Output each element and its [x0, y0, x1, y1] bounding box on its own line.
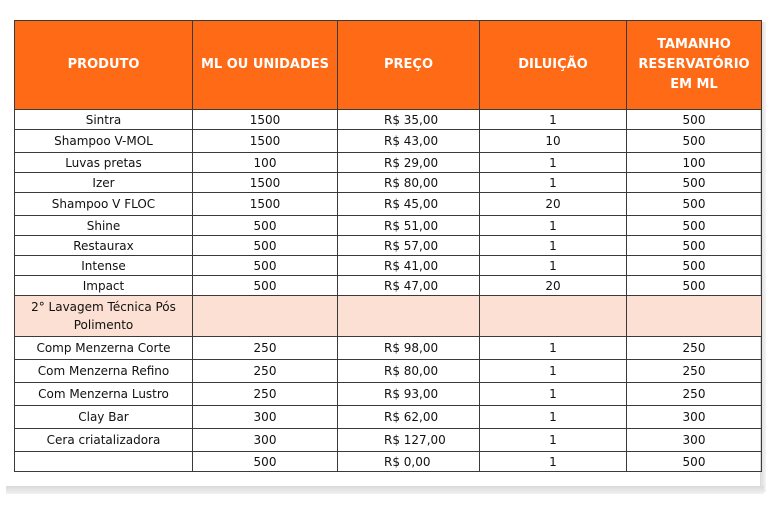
- cell-diluicao: 1: [480, 429, 627, 452]
- cell-reservatorio: 500: [627, 256, 762, 276]
- cell-diluicao: 1: [480, 406, 627, 429]
- header-ml-ou-unidades: ML OU UNIDADES: [193, 21, 338, 110]
- cell-preco: R$ 51,00: [338, 216, 480, 236]
- table-body: [15, 110, 762, 472]
- cell-reservatorio: 250: [627, 383, 762, 406]
- table-row: [15, 452, 762, 472]
- table-row: [15, 406, 762, 429]
- cell-preco: R$ 93,00: [338, 383, 480, 406]
- cell-reservatorio: 500: [627, 216, 762, 236]
- cell-reservatorio: 100: [627, 153, 762, 173]
- table-row: [15, 236, 762, 256]
- cell-produto: Izer: [15, 173, 193, 193]
- table-row: [15, 276, 762, 296]
- cell-ml: 500: [193, 256, 338, 276]
- cell-produto: Com Menzerna Refino: [15, 360, 193, 383]
- cell-preco: R$ 98,00: [338, 337, 480, 360]
- cell-reservatorio: 500: [627, 193, 762, 216]
- cell-preco: R$ 35,00: [338, 110, 480, 130]
- cell-ml: 300: [193, 429, 338, 452]
- section-row: [15, 296, 762, 337]
- cell-produto: Clay Bar: [15, 406, 193, 429]
- cell-diluicao: 1: [480, 452, 627, 472]
- cell-ml: 500: [193, 276, 338, 296]
- cell-preco: R$ 57,00: [338, 236, 480, 256]
- cell-ml: 500: [193, 216, 338, 236]
- table-row: [15, 153, 762, 173]
- cell-diluicao: 1: [480, 216, 627, 236]
- cell-ml: 250: [193, 360, 338, 383]
- cell-produto: Luvas pretas: [15, 153, 193, 173]
- cell-reservatorio: 500: [627, 236, 762, 256]
- cell-reservatorio: 300: [627, 429, 762, 452]
- cell-preco: R$ 80,00: [338, 360, 480, 383]
- product-table: [14, 20, 762, 472]
- cell-diluicao: 1: [480, 337, 627, 360]
- section-empty-cell: [627, 296, 762, 337]
- cell-reservatorio: 500: [627, 276, 762, 296]
- cell-preco: R$ 43,00: [338, 130, 480, 153]
- cell-reservatorio: 500: [627, 130, 762, 153]
- cell-produto: Impact: [15, 276, 193, 296]
- cell-preco: R$ 127,00: [338, 429, 480, 452]
- header-produto: PRODUTO: [15, 21, 193, 110]
- table-row: [15, 256, 762, 276]
- cell-ml: 1500: [193, 110, 338, 130]
- cell-ml: 250: [193, 337, 338, 360]
- cell-preco: R$ 47,00: [338, 276, 480, 296]
- cell-diluicao: 1: [480, 360, 627, 383]
- table-row: [15, 383, 762, 406]
- cell-produto: Com Menzerna Lustro: [15, 383, 193, 406]
- section-label: 2° Lavagem Técnica Pós Polimento: [15, 296, 193, 337]
- table-row: [15, 130, 762, 153]
- cell-ml: 300: [193, 406, 338, 429]
- cell-produto: Comp Menzerna Corte: [15, 337, 193, 360]
- cell-preco: R$ 80,00: [338, 173, 480, 193]
- cell-diluicao: 1: [480, 173, 627, 193]
- cell-diluicao: 20: [480, 193, 627, 216]
- cell-reservatorio: 500: [627, 110, 762, 130]
- cell-preco: R$ 0,00: [338, 452, 480, 472]
- cell-produto: Shine: [15, 216, 193, 236]
- cell-diluicao: 1: [480, 383, 627, 406]
- cell-preco: R$ 41,00: [338, 256, 480, 276]
- cell-produto: Shampoo V-MOL: [15, 130, 193, 153]
- cell-produto: Shampoo V FLOC: [15, 193, 193, 216]
- table-shadow-bottom: [6, 486, 764, 494]
- table-row: [15, 337, 762, 360]
- table-row: [15, 193, 762, 216]
- cell-produto: Restaurax: [15, 236, 193, 256]
- cell-diluicao: 20: [480, 276, 627, 296]
- cell-diluicao: 1: [480, 256, 627, 276]
- header-preco: PREÇO: [338, 21, 480, 110]
- cell-produto: [15, 452, 193, 472]
- section-empty-cell: [193, 296, 338, 337]
- cell-reservatorio: 500: [627, 452, 762, 472]
- cell-diluicao: 10: [480, 130, 627, 153]
- cell-ml: 1500: [193, 193, 338, 216]
- header-row: [15, 21, 762, 110]
- table-row: [15, 173, 762, 193]
- table-row: [15, 429, 762, 452]
- cell-produto: Cera criatalizadora: [15, 429, 193, 452]
- cell-diluicao: 1: [480, 110, 627, 130]
- table-row: [15, 110, 762, 130]
- cell-preco: R$ 45,00: [338, 193, 480, 216]
- cell-diluicao: 1: [480, 236, 627, 256]
- cell-preco: R$ 29,00: [338, 153, 480, 173]
- cell-ml: 1500: [193, 173, 338, 193]
- header-diluicao: DILUIÇÃO: [480, 21, 627, 110]
- cell-produto: Intense: [15, 256, 193, 276]
- header-tamanho-reservatorio: TAMANHO RESERVATÓRIO EM ML: [627, 21, 762, 110]
- section-empty-cell: [338, 296, 480, 337]
- cell-diluicao: 1: [480, 153, 627, 173]
- cell-ml: 500: [193, 452, 338, 472]
- cell-reservatorio: 250: [627, 360, 762, 383]
- cell-ml: 1500: [193, 130, 338, 153]
- cell-reservatorio: 300: [627, 406, 762, 429]
- section-empty-cell: [480, 296, 627, 337]
- table-row: [15, 360, 762, 383]
- cell-reservatorio: 500: [627, 173, 762, 193]
- cell-ml: 500: [193, 236, 338, 256]
- cell-produto: Sintra: [15, 110, 193, 130]
- cell-ml: 250: [193, 383, 338, 406]
- cell-ml: 100: [193, 153, 338, 173]
- cell-preco: R$ 62,00: [338, 406, 480, 429]
- cell-reservatorio: 250: [627, 337, 762, 360]
- table-row: [15, 216, 762, 236]
